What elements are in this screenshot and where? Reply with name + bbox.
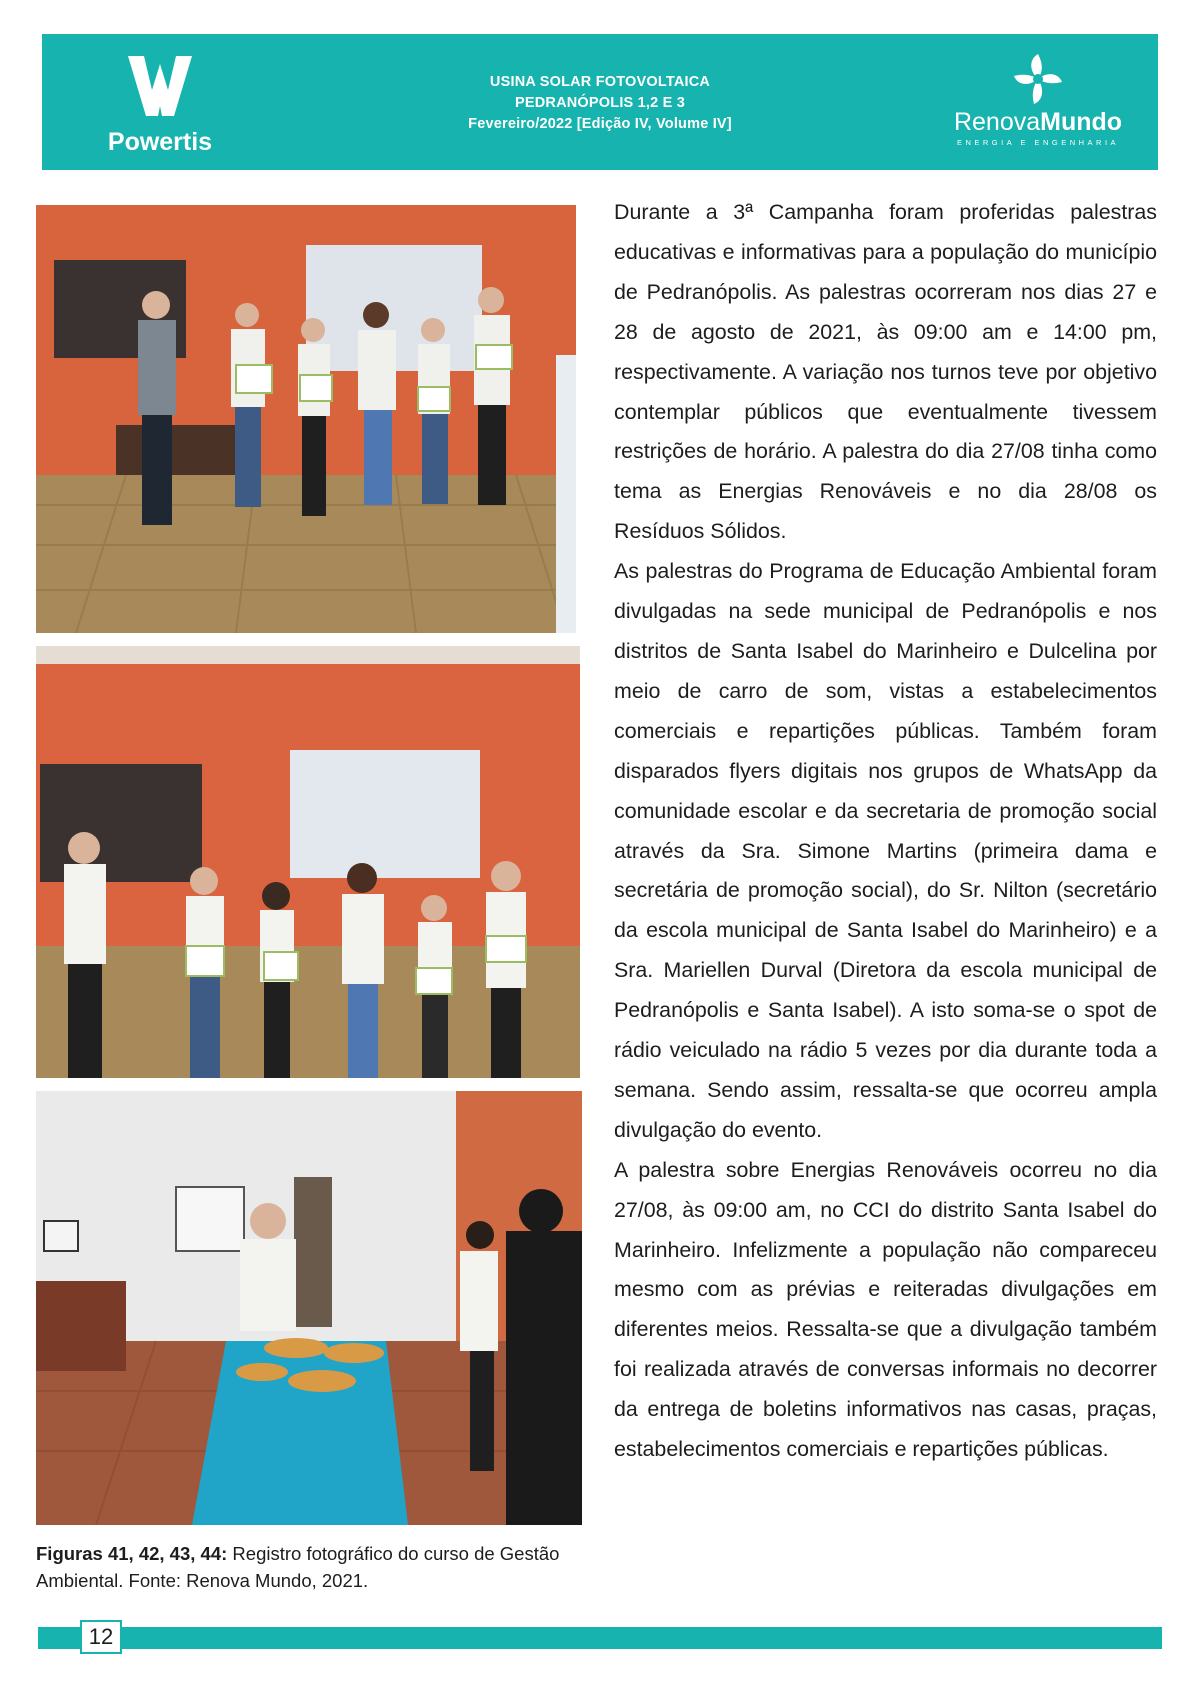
renovamundo-logo-text-a: Renova [953, 108, 1041, 136]
page-number: 12 [80, 1620, 122, 1654]
photo-group-certificates-2 [36, 646, 580, 1078]
powertis-logo-text: Powertis [107, 128, 213, 156]
header-title-line3: Fevereiro/2022 [Edição IV, Volume IV] [468, 116, 732, 132]
figure-caption [36, 1540, 581, 1594]
header-band [42, 34, 1158, 170]
body-text-column [614, 193, 1157, 1470]
photo-group-certificates-1 [36, 205, 576, 633]
photo-coffee-break [36, 1091, 582, 1525]
header-title-line1: USINA SOLAR FOTOVOLTAICA [489, 74, 711, 90]
renovamundo-logo-text-b: Mundo [1040, 108, 1123, 136]
body-paragraph-2: As palestras do Programa de Educação Ambiental foram divulgadas na sede municipal de Pedranópolis e nos distritos de Santa Isabel do Marinheiro e Dulcelina por meio de carro de som, vistas a estabelecimentos comerciais e repartições públicas. Também foram disparados flyers digitais nos grupos de WhatsApp da comunidade escolar e da secretaria de promoção social através da Sra. Simone Martins (primeira dama e secretária de promoção social), do Sr. Nilton (secretário da escola municipal de Santa Isabel do Marinheiro) e a Sra. Mariellen Durval (Diretora da escola municipal de Pedranópolis e Santa Isabel). A isto soma-se o spot de rádio veiculado na rádio 5 vezes por dia durante toda a semana. Sendo assim, ressalta-se que ocorreu ampla divulgação do evento. [614, 559, 1157, 1142]
body-paragraph-1: Durante a 3ª Campanha foram proferidas palestras educativas e informativas para a população do município de Pedranópolis. As palestras ocorreram nos dias 27 e 28 de agosto de 2021, às 09:00 am e 14:00 pm, respectivamente. A variação nos turnos teve por objetivo contemplar públicos que eventualmente tivessem restrições de horário. A palestra do dia 27/08 tinha como tema as Energias Renováveis e no dia 28/08 os Resíduos Sólidos. [614, 200, 1157, 544]
body-paragraph-3: A palestra sobre Energias Renováveis ocorreu no dia 27/08, às 09:00 am, no CCI do distrito Santa Isabel do Marinheiro. Infelizmente a população não compareceu mesmo com as prévias e reiteradas divulgações em diferentes meios. Ressalta-se que a divulgação também foi realizada através de conversas informais no decorrer da entrega de boletins informativos nas casas, praças, estabelecimentos comerciais e repartições públicas. [614, 1157, 1157, 1462]
renovamundo-tagline: ENERGIA E ENGENHARIA [956, 138, 1120, 147]
pinwheel-icon [1010, 52, 1066, 106]
renovamundo-logo [948, 52, 1128, 162]
renovamundo-logo-text [948, 108, 1128, 137]
figure-caption-label: Figuras 41, 42, 43, 44: [36, 1543, 228, 1564]
footer-bar [38, 1627, 1162, 1649]
header-title-line2: PEDRANÓPOLIS 1,2 E 3 [515, 95, 685, 111]
figure-caption-text: Registro fotográfico do curso de Gestão Ambiental. Fonte: Renova Mundo, 2021. [36, 1543, 560, 1591]
